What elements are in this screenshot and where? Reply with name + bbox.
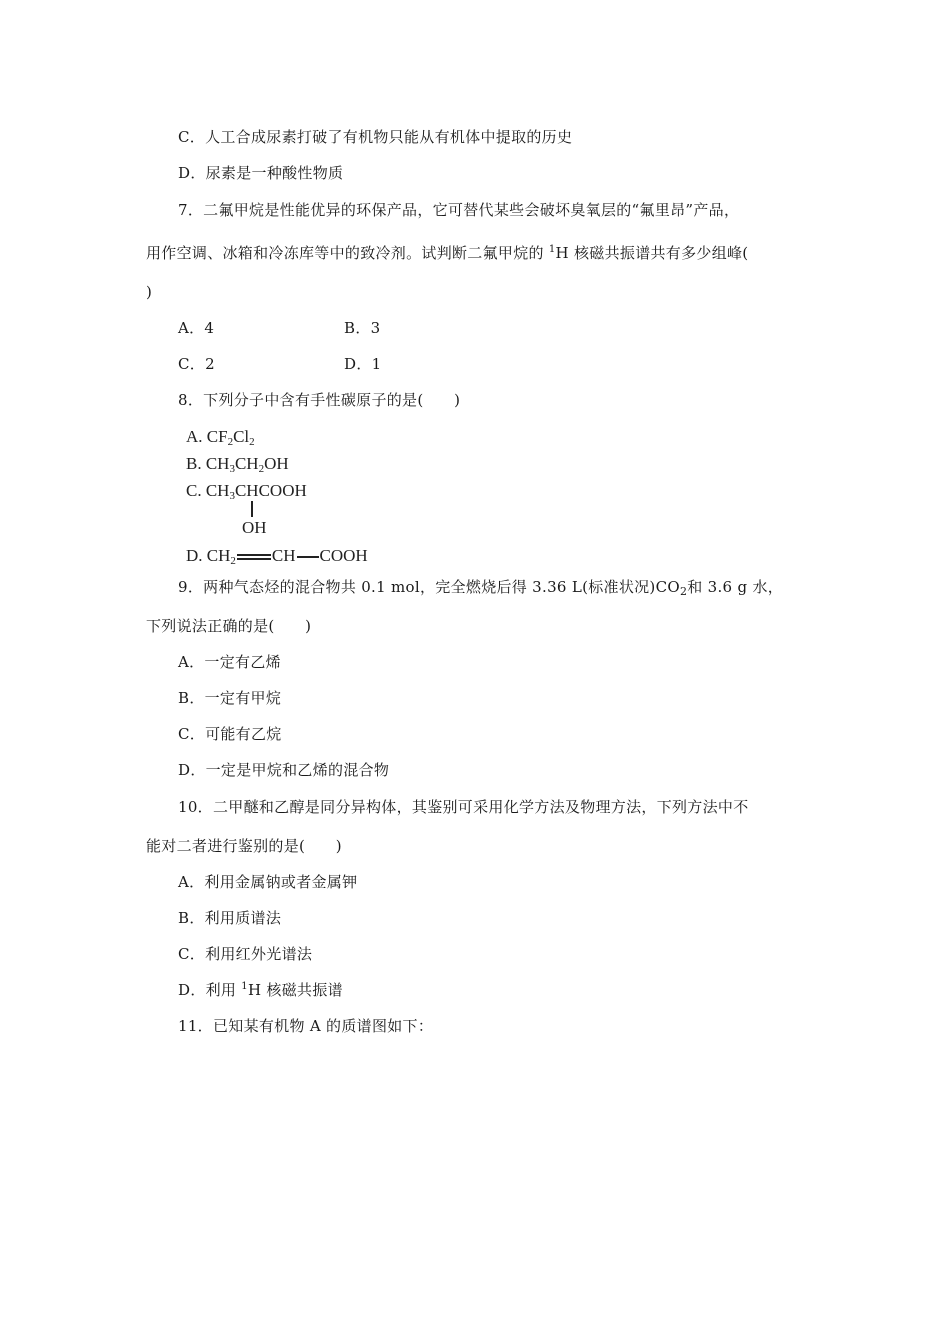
q8-stem: 8．下列分子中含有手性碳原子的是( ) [178, 391, 461, 409]
q9-option-a: A．一定有乙烯 [178, 653, 281, 671]
q8-d-part3: COOH [319, 546, 368, 565]
q8-c-branch-oh: OH [242, 518, 267, 537]
q8-c-part1: C. CH [186, 481, 230, 500]
q7-stem-line2 [146, 243, 748, 263]
q10-option-b: B．利用质谱法 [178, 909, 282, 927]
q9-option-d: D．一定是甲烷和乙烯的混合物 [178, 761, 390, 779]
q9-line1-text-a: 9．两种气态烃的混合物共 0.1 mol，完全燃烧后得 3.36 L(标准状况)CO [178, 578, 680, 596]
q8-c-sub1: 3 [229, 490, 235, 502]
q10-stem-line2: 能对二者进行鉴别的是( ) [146, 837, 342, 855]
q8-option-d-formula [186, 546, 368, 566]
q8-a-sub2: 2 [249, 436, 255, 448]
q9-co2-subscript: 2 [679, 585, 688, 598]
q7-option-c: C．2 [178, 355, 215, 373]
q8-option-a-formula [186, 427, 255, 447]
q7-nmr-superscript: 1 [548, 244, 556, 255]
q8-b-part2: CH [234, 454, 259, 473]
q8-a-part1: A. CF [186, 427, 228, 446]
q8-a-sub1: 2 [227, 436, 234, 448]
q8-b-part1: B. CH [186, 454, 230, 473]
q7-stem-line3: ) [146, 283, 153, 301]
q9-stem-line2: 下列说法正确的是( ) [146, 617, 312, 635]
q10-option-c: C．利用红外光谱法 [178, 945, 313, 963]
q7-option-a: A．4 [178, 319, 215, 337]
q8-b-sub1: 3 [229, 463, 235, 475]
q6-option-d: D．尿素是一种酸性物质 [178, 164, 344, 182]
q7-option-b: B．3 [344, 319, 381, 337]
q8-c-part2: CHCOOH [234, 481, 307, 500]
q9-option-c: C．可能有乙烷 [178, 725, 282, 743]
q8-b-part3: OH [264, 454, 289, 473]
q9-stem-line1 [178, 577, 783, 597]
q7-line2-text-b: H 核磁共振谱共有多少组峰( [555, 244, 749, 262]
q8-d-part1: D. CH [186, 546, 231, 565]
q8-option-b-formula [186, 454, 289, 474]
q8-a-part2: Cl [233, 427, 250, 446]
q10-d-text-b: H 核磁共振谱 [247, 981, 343, 999]
single-bond-symbol [297, 556, 319, 558]
q10-option-a: A．利用金属钠或者金属钾 [178, 873, 358, 891]
q8-d-part2: CH [271, 546, 296, 565]
q10-stem-line1: 10．二甲醚和乙醇是同分异构体，其鉴别可采用化学方法及物理方法，下列方法中不 [178, 798, 749, 816]
q7-option-d: D．1 [344, 355, 382, 373]
q10-option-d [178, 980, 343, 1000]
double-bond-symbol [237, 553, 271, 561]
q8-b-sub2: 2 [258, 463, 265, 475]
q8-c-branch-bond [251, 501, 253, 517]
q7-line2-text-a: 用作空调、冰箱和冷冻库等中的致冷剂。试判断二氟甲烷的 [146, 244, 549, 262]
q9-option-b: B．一定有甲烷 [178, 689, 282, 707]
q7-stem-line1: 7．二氟甲烷是性能优异的环保产品，它可替代某些会破坏臭氧层的“氟里昂”产品， [178, 201, 740, 219]
q8-d-sub1: 2 [230, 555, 236, 567]
q8-option-c-formula [186, 481, 307, 501]
q11-stem: 11．已知某有机物 A 的质谱图如下： [178, 1017, 434, 1035]
q6-option-c: C．人工合成尿素打破了有机物只能从有机体中提取的历史 [178, 128, 573, 146]
q9-line1-text-b: 和 3.6 g 水， [687, 578, 784, 596]
q10-d-text-a: D．利用 [178, 981, 242, 999]
q7-options-row1 [178, 318, 214, 338]
q10-d-superscript: 1 [241, 981, 248, 992]
